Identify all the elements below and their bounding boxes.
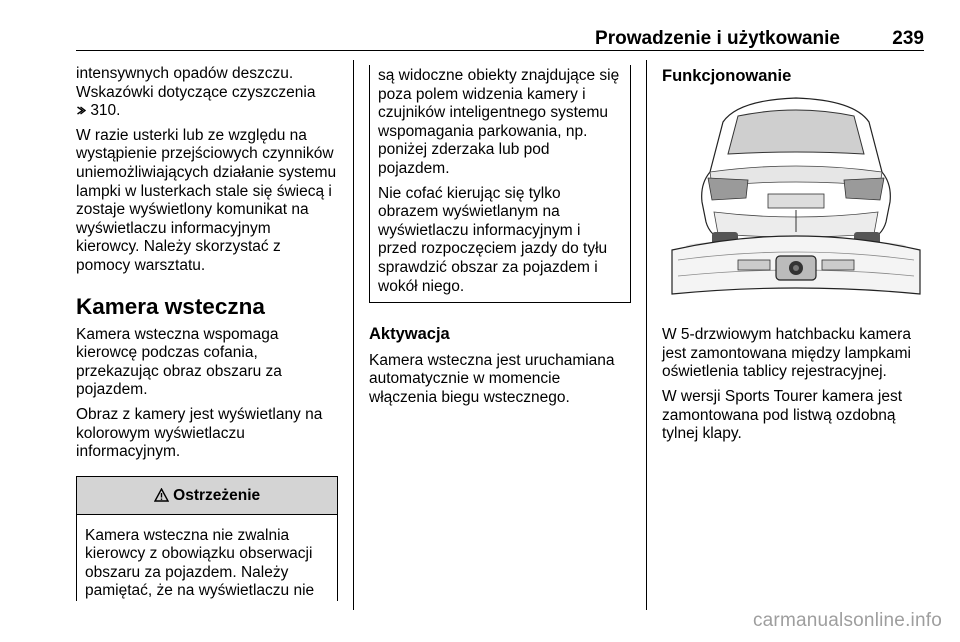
paragraph: Obraz z kamery jest wyświetlany na kolorowym wyświetlaczu informacyjnym. — [76, 405, 323, 461]
warning-text: są widoczne obiekty znajdujące się poza polem widzenia kamery i czujników inteligentnego systemu wspomagania parkowania, np. poniżej zderzaka lub pod pojazdem. — [378, 67, 620, 177]
column-1 — [76, 65, 338, 601]
arrow-reference-icon — [76, 102, 90, 119]
header-rule — [76, 50, 924, 51]
warning-title: Ostrzeżenie — [173, 486, 261, 504]
warning-triangle-icon — [154, 487, 173, 504]
paragraph: W wersji Sports Tourer kamera jest zamontowana pod listwą ozdobną tylnej klapy. — [662, 387, 903, 443]
warning-text: Kamera wsteczna nie zwalnia kierowcy z obowiązku obserwacji obszaru za pojazdem. Należy pamiętać, że na wyświetlaczu nie — [85, 526, 315, 600]
warning-box-continued — [369, 65, 631, 303]
paragraph: Kamera wsteczna jest uruchamiana automatycznie w momencie włączenia biegu wstecznego. — [369, 351, 615, 406]
column-3 — [662, 65, 924, 450]
warning-box — [76, 476, 338, 601]
paragraph — [76, 65, 338, 121]
column-divider-2 — [646, 60, 647, 610]
rear-camera-illustration — [668, 94, 924, 315]
column-2 — [369, 65, 631, 414]
warning-header — [77, 477, 337, 515]
header-title: Prowadzenie i użytkowanie — [595, 28, 840, 49]
section-subheading: Aktywacja — [369, 325, 450, 344]
paragraph: Kamera wsteczna wspomaga kierowcę podczas cofania, przekazując obraz obszaru za pojazdem. — [76, 325, 282, 399]
page-number: 239 — [892, 28, 924, 49]
paragraph-text: intensywnych opadów deszczu. Wskazówki dotyczące czyszczenia — [76, 65, 316, 101]
page-reference[interactable]: 310. — [90, 102, 121, 120]
column-divider-1 — [353, 60, 354, 610]
section-subheading: Funkcjonowanie — [662, 67, 792, 85]
section-heading: Kamera wsteczna — [76, 293, 265, 319]
watermark: carmanualsonline.info — [752, 610, 942, 631]
warning-text: Nie cofać kierując się tylko obrazem wyświetlanym na wyświetlaczu informacyjnym i przed rozpoczęciem jazdy do tyłu sprawdzić obszar za pojazdem i wokół niego. — [378, 184, 608, 295]
paragraph: W 5-drzwiowym hatchbacku kamera jest zamontowana między lampkami oświetlenia tablicy rejestracyjnej. — [662, 326, 911, 381]
paragraph: W razie usterki lub ze względu na wystąpienie przejściowych czynników uniemożliwiających działanie systemu lampki w lusterkach stale się świecą i zostaje wyświetlony komunikat na wyświetlaczu informacyjnym kierowcy. Należy skorzystać z pomocy warsztatu. — [76, 126, 337, 274]
